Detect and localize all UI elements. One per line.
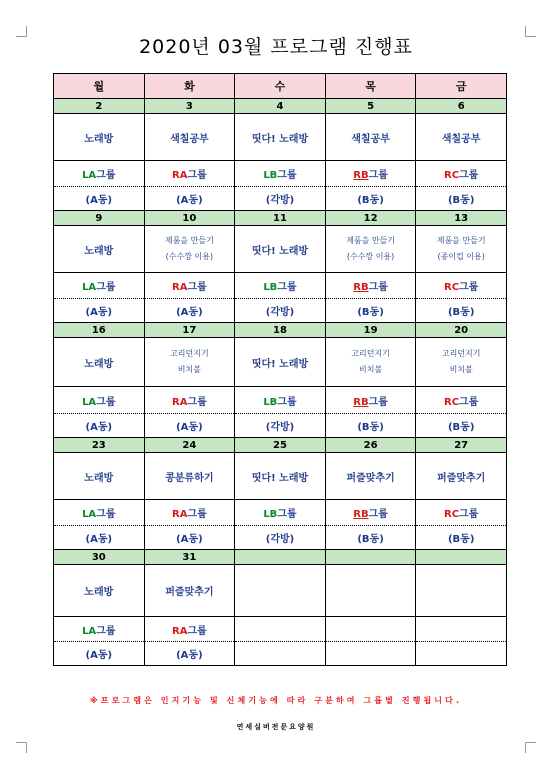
- group-suffix: 그룹: [96, 509, 116, 520]
- activity-cell: [325, 453, 416, 500]
- group-cell: [144, 273, 235, 299]
- group-suffix: 그룹: [368, 282, 388, 293]
- activity-line: 퍼즐맞추기: [165, 587, 214, 598]
- location-cell: (A동): [144, 299, 235, 323]
- location-cell: [325, 642, 416, 666]
- activity-line: 노래방: [84, 472, 114, 484]
- group-code: LA: [82, 509, 97, 520]
- location-cell: [416, 642, 507, 666]
- date-cell: 17: [144, 323, 235, 338]
- date-cell: 25: [235, 438, 326, 453]
- page-corner-mark: [16, 742, 27, 753]
- location-row: [54, 526, 507, 550]
- activity-cell: [325, 114, 416, 161]
- activity-cell: [54, 114, 145, 161]
- activity-line: (종이컵 이용): [437, 252, 485, 261]
- weekday-header: 수: [235, 74, 326, 99]
- group-code: RA: [172, 509, 188, 520]
- date-row: [54, 99, 507, 114]
- activity-line: 노래방: [84, 587, 114, 598]
- group-code: RC: [444, 509, 460, 520]
- group-code: LB: [263, 396, 278, 408]
- activity-cell: [416, 338, 507, 387]
- group-cell: [416, 273, 507, 299]
- group-row: [54, 161, 507, 187]
- group-row: [54, 500, 507, 526]
- activity-cell: [54, 565, 145, 617]
- weekday-header: 월: [54, 74, 145, 99]
- group-code: RA: [172, 282, 188, 293]
- group-cell: [144, 617, 235, 642]
- group-cell: [54, 617, 145, 642]
- date-cell: 26: [325, 438, 416, 453]
- location-cell: (B동): [325, 526, 416, 550]
- group-suffix: 그룹: [277, 396, 297, 408]
- group-code: LB: [263, 282, 278, 293]
- group-suffix: 그룹: [96, 396, 116, 408]
- date-cell: 19: [325, 323, 416, 338]
- group-cell: [235, 161, 326, 187]
- schedule-table: [53, 73, 507, 666]
- group-code: LA: [82, 170, 97, 181]
- date-cell: 30: [54, 550, 145, 565]
- activity-line: 고리던지기: [441, 349, 481, 358]
- date-cell: [325, 550, 416, 565]
- activity-cell: [325, 565, 416, 617]
- group-cell: [235, 387, 326, 414]
- date-row: [54, 550, 507, 565]
- organization-name: 연세실버전문요양원: [236, 723, 316, 731]
- group-suffix: 그룹: [277, 282, 297, 293]
- date-row: [54, 323, 507, 338]
- location-cell: (A동): [144, 642, 235, 666]
- activity-line: 퍼즐맞추기: [437, 472, 486, 484]
- activity-line: 퍼즐맞추기: [346, 472, 395, 484]
- group-cell: [54, 161, 145, 187]
- activity-cell: [144, 565, 235, 617]
- weekday-header: 화: [144, 74, 235, 99]
- activity-line: 제품을 만들기: [164, 236, 214, 245]
- group-suffix: 그룹: [368, 396, 388, 408]
- group-cell: [416, 500, 507, 526]
- activity-line: 색칠공부: [351, 133, 390, 145]
- group-suffix: 그룹: [459, 396, 479, 408]
- date-cell: 4: [235, 99, 326, 114]
- location-cell: (A동): [54, 414, 145, 438]
- group-cell: [54, 500, 145, 526]
- activity-cell: [416, 114, 507, 161]
- group-suffix: 그룹: [187, 396, 207, 408]
- location-cell: [235, 642, 326, 666]
- group-code: RB: [353, 509, 369, 520]
- group-code: RC: [444, 282, 460, 293]
- date-cell: 27: [416, 438, 507, 453]
- activity-line: 고리던지기: [170, 349, 209, 358]
- location-cell: (A동): [144, 187, 235, 211]
- location-row: [54, 642, 507, 666]
- group-cell: [325, 500, 416, 526]
- group-cell: [325, 161, 416, 187]
- group-code: LB: [263, 509, 278, 520]
- activity-line: 색칠공부: [170, 133, 209, 145]
- group-row: [54, 387, 507, 414]
- group-cell: [416, 617, 507, 642]
- activity-cell: [235, 226, 326, 273]
- group-code: LB: [263, 170, 278, 181]
- group-suffix: 그룹: [277, 170, 297, 181]
- group-cell: [54, 387, 145, 414]
- date-cell: 16: [54, 323, 145, 338]
- group-suffix: 그룹: [187, 509, 207, 520]
- activity-line: 노래방: [84, 358, 114, 370]
- weekday-header: 목: [325, 74, 416, 99]
- date-cell: 13: [416, 211, 507, 226]
- location-row: [54, 187, 507, 211]
- date-cell: 18: [235, 323, 326, 338]
- date-cell: 6: [416, 99, 507, 114]
- location-cell: (B동): [416, 299, 507, 323]
- activity-line: 비치볼: [358, 365, 383, 374]
- group-cell: [144, 500, 235, 526]
- location-cell: (각방): [235, 187, 326, 211]
- activity-line: 띳다! 노래방: [251, 133, 309, 145]
- activity-line: 띳다! 노래방: [251, 245, 309, 257]
- activity-line: (수수깡 이용): [165, 252, 214, 261]
- activity-line: 띳다! 노래방: [251, 358, 309, 370]
- date-cell: 11: [235, 211, 326, 226]
- group-code: RC: [444, 396, 460, 408]
- group-suffix: 그룹: [459, 509, 479, 520]
- activity-line: 비치볼: [177, 365, 201, 374]
- location-cell: (A동): [54, 526, 145, 550]
- date-cell: 24: [144, 438, 235, 453]
- group-code: RB: [353, 282, 369, 293]
- location-cell: (B동): [325, 299, 416, 323]
- date-cell: 10: [144, 211, 235, 226]
- group-code: RA: [172, 625, 188, 637]
- activity-cell: [144, 453, 235, 500]
- group-code: RB: [353, 396, 369, 408]
- group-suffix: 그룹: [187, 170, 207, 181]
- group-suffix: 그룹: [187, 282, 207, 293]
- group-code: RA: [172, 170, 188, 181]
- activity-cell: [54, 453, 145, 500]
- date-cell: 3: [144, 99, 235, 114]
- activity-row: [54, 114, 507, 161]
- location-cell: (A동): [54, 642, 145, 666]
- date-row: [54, 438, 507, 453]
- activity-cell: [235, 114, 326, 161]
- activity-row: [54, 565, 507, 617]
- activity-row: [54, 226, 507, 273]
- location-cell: (B동): [416, 526, 507, 550]
- group-cell: [235, 617, 326, 642]
- location-cell: (B동): [416, 187, 507, 211]
- activity-cell: [416, 453, 507, 500]
- location-cell: (각방): [235, 526, 326, 550]
- location-row: [54, 414, 507, 438]
- location-cell: (B동): [325, 187, 416, 211]
- date-cell: [235, 550, 326, 565]
- date-cell: 31: [144, 550, 235, 565]
- group-code: RA: [172, 396, 188, 408]
- group-cell: [416, 161, 507, 187]
- group-suffix: 그룹: [96, 625, 116, 637]
- activity-cell: [416, 226, 507, 273]
- date-cell: 23: [54, 438, 145, 453]
- activity-row: [54, 453, 507, 500]
- group-cell: [54, 273, 145, 299]
- location-cell: (A동): [54, 299, 145, 323]
- location-cell: (A동): [54, 187, 145, 211]
- group-suffix: 그룹: [459, 170, 479, 181]
- activity-cell: [54, 226, 145, 273]
- group-row: [54, 273, 507, 299]
- location-cell: (B동): [416, 414, 507, 438]
- group-cell: [235, 273, 326, 299]
- location-cell: (A동): [144, 526, 235, 550]
- footnote: ※프로그램은 인지기능 및 신체기능에 따라 구분하여 그룹별 진행됩니다.: [89, 696, 463, 705]
- activity-line: 제품을 만들기: [436, 236, 486, 245]
- weekday-header-row: [54, 74, 507, 99]
- date-cell: 9: [54, 211, 145, 226]
- activity-cell: [235, 565, 326, 617]
- activity-cell: [144, 226, 235, 273]
- activity-line: 콩분류하기: [165, 472, 214, 484]
- activity-line: 고리던지기: [351, 349, 390, 358]
- page-corner-mark: [525, 742, 536, 753]
- activity-cell: [144, 338, 235, 387]
- activity-cell: [325, 226, 416, 273]
- group-cell: [144, 161, 235, 187]
- group-suffix: 그룹: [96, 282, 116, 293]
- group-suffix: 그룹: [368, 509, 388, 520]
- date-cell: 20: [416, 323, 507, 338]
- group-cell: [416, 387, 507, 414]
- group-row: [54, 617, 507, 642]
- activity-cell: [416, 565, 507, 617]
- activity-line: 제품을 만들기: [346, 236, 396, 245]
- activity-line: 색칠공부: [441, 133, 481, 145]
- group-suffix: 그룹: [459, 282, 479, 293]
- group-suffix: 그룹: [96, 170, 116, 181]
- activity-cell: [144, 114, 235, 161]
- activity-cell: [54, 338, 145, 387]
- group-cell: [325, 387, 416, 414]
- activity-row: [54, 338, 507, 387]
- activity-line: 비치볼: [449, 365, 473, 374]
- activity-line: 띳다! 노래방: [251, 472, 309, 484]
- location-cell: (각방): [235, 414, 326, 438]
- location-cell: (각방): [235, 299, 326, 323]
- page-title: 2020년 03월 프로그램 진행표: [139, 36, 413, 58]
- activity-line: 노래방: [84, 133, 114, 145]
- activity-cell: [325, 338, 416, 387]
- group-code: LA: [82, 282, 97, 293]
- activity-cell: [235, 338, 326, 387]
- activity-cell: [235, 453, 326, 500]
- date-cell: 2: [54, 99, 145, 114]
- group-suffix: 그룹: [277, 509, 297, 520]
- location-row: [54, 299, 507, 323]
- date-row: [54, 211, 507, 226]
- group-suffix: 그룹: [187, 625, 207, 637]
- date-cell: 12: [325, 211, 416, 226]
- date-cell: [416, 550, 507, 565]
- group-code: RC: [444, 170, 460, 181]
- location-cell: (A동): [144, 414, 235, 438]
- group-cell: [144, 387, 235, 414]
- activity-line: 노래방: [84, 245, 114, 257]
- activity-line: (수수깡 이용): [346, 252, 395, 261]
- weekday-header: 금: [416, 74, 507, 99]
- date-cell: 5: [325, 99, 416, 114]
- group-suffix: 그룹: [368, 170, 388, 181]
- group-cell: [235, 500, 326, 526]
- group-code: LA: [82, 625, 97, 637]
- group-cell: [325, 617, 416, 642]
- group-code: RB: [353, 170, 369, 181]
- group-code: LA: [82, 396, 97, 408]
- location-cell: (B동): [325, 414, 416, 438]
- group-cell: [325, 273, 416, 299]
